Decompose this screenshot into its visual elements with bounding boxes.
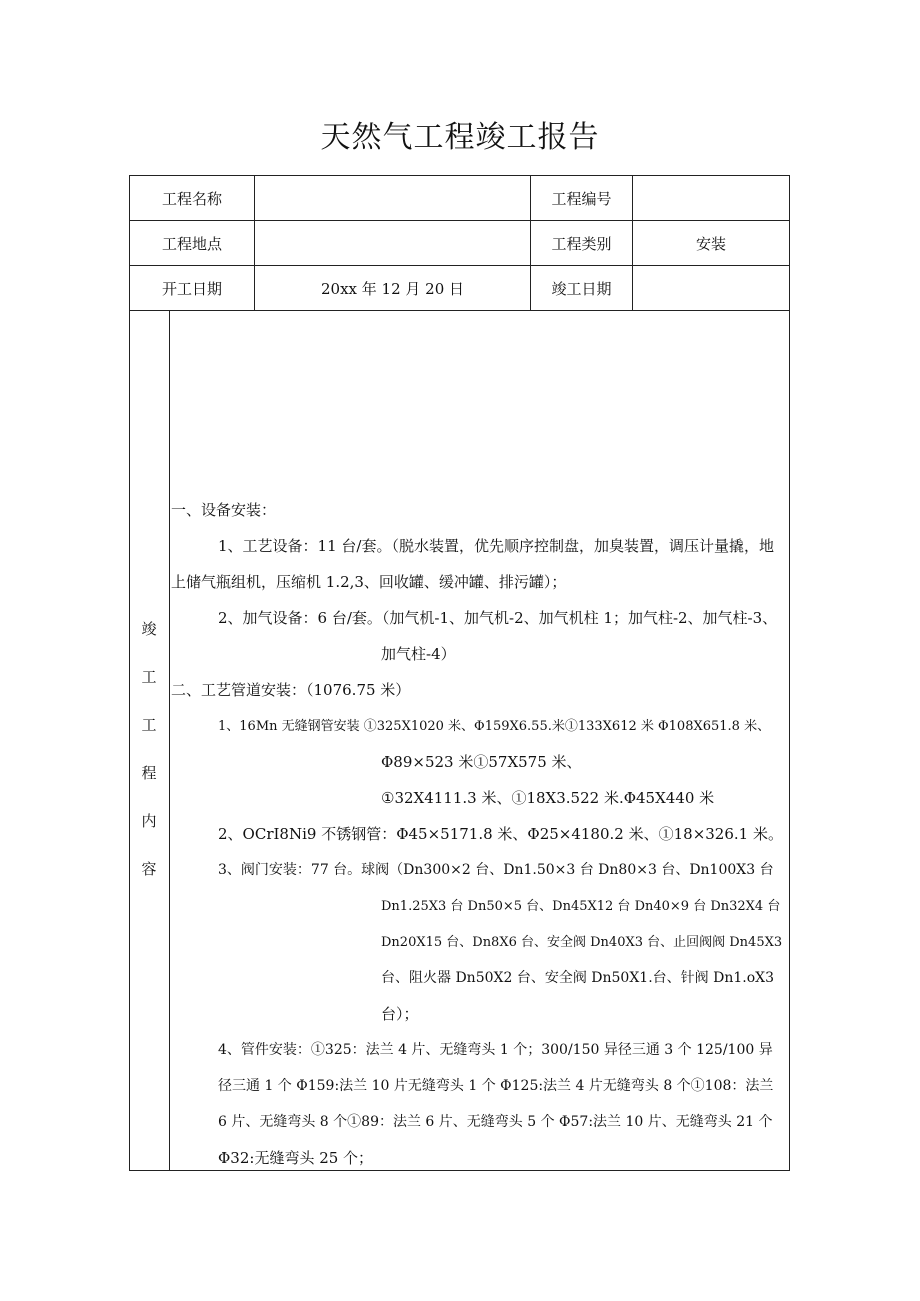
side-label-char: 工	[141, 716, 157, 734]
side-label-char: 内	[141, 812, 157, 830]
table-border-right	[789, 175, 790, 1170]
content-line: 6 片、无缝弯头 8 个①89：法兰 6 片、无缝弯头 5 个 Φ57:法兰 10 片、无缝弯头 21 个	[218, 1114, 773, 1130]
content-line: 4、管件安装：①325：法兰 4 片、无缝弯头 1 个；300/150 异径三通 3 个 125/100 异	[218, 1042, 773, 1058]
content-line: ①32X4111.3 米、①18X3.522 米.Φ45X440 米	[381, 789, 715, 807]
content-line: 台、阻火器 Dn50X2 台、安全阀 Dn50X1.台、针阀 Dn1.oX3	[381, 970, 775, 986]
project-no-value[interactable]	[633, 176, 789, 220]
content-line: 1、工艺设备：11 台/套。（脱水装置，优先顺序控制盘，加臭装置，调压计量撬，地	[218, 537, 774, 555]
side-label-char: 容	[141, 860, 157, 878]
section-heading: 二、工艺管道安装：（1076.75 米）	[171, 681, 411, 699]
project-site-label: 工程地点	[161, 234, 222, 253]
side-label-char: 程	[141, 764, 157, 782]
start-date-value[interactable]: 20xx 年 12 月 20 日	[320, 279, 465, 298]
project-type-label: 工程类别	[551, 234, 612, 253]
content-line: 径三通 1 个 Φ159:法兰 10 片无缝弯头 1 个 Φ125:法兰 4 片无缝弯头 8 个①108：法兰	[218, 1078, 774, 1094]
start-date-label: 开工日期	[161, 279, 222, 298]
project-name-label: 工程名称	[161, 189, 222, 208]
table-row-divider	[129, 310, 790, 311]
side-label-char: 竣	[141, 620, 157, 638]
end-date-value[interactable]	[633, 266, 789, 310]
content-line: Φ32:无缝弯头 25 个；	[218, 1149, 374, 1167]
content-line: Φ89×523 米①57X575 米、	[381, 753, 582, 771]
project-name-value[interactable]	[255, 176, 530, 220]
table-border-bottom	[129, 1170, 790, 1171]
content-line: 2、OCrI8Ni9 不锈钢管：Φ45×5171.8 米、Φ25×4180.2 米、①18×326.1 米。	[218, 825, 783, 843]
project-no-label: 工程编号	[551, 189, 612, 208]
page-title: 天然气工程竣工报告	[320, 120, 600, 155]
content-line: 1、16Mn 无缝钢管安装 ①325X1020 米、Φ159X6.55.米①133X612 米 Φ108X651.8 米、	[218, 719, 771, 734]
content-line: 3、阀门安装：77 台。球阀（Dn300×2 台、Dn1.50×3 台 Dn80×3 台、Dn100X3 台	[218, 862, 774, 878]
side-label-char: 工	[141, 668, 157, 686]
content-line: Dn20X15 台、Dn8X6 台、安全阀 Dn40X3 台、止回阀阀 Dn45X3	[381, 935, 783, 950]
content-line: 台）；	[381, 1005, 419, 1023]
project-type-value[interactable]: 安装	[695, 234, 726, 253]
content-line: 2、加气设备：6 台/套。（加气机-1、加气机-2、加气机柱 1；加气柱-2、加气柱-3、	[218, 609, 778, 627]
content-line: 上储气瓶组机，压缩机 1.2,3、回收罐、缓冲罐、排污罐）；	[171, 573, 567, 591]
content-side-divider	[169, 310, 170, 1170]
end-date-label: 竣工日期	[551, 279, 612, 298]
section-heading: 一、设备安装：	[171, 501, 277, 519]
content-line: 加气柱-4）	[381, 645, 456, 663]
project-site-value[interactable]	[255, 221, 530, 265]
content-line: Dn1.25X3 台 Dn50×5 台、Dn45X12 台 Dn40×9 台 Dn32X4 台	[381, 899, 781, 914]
